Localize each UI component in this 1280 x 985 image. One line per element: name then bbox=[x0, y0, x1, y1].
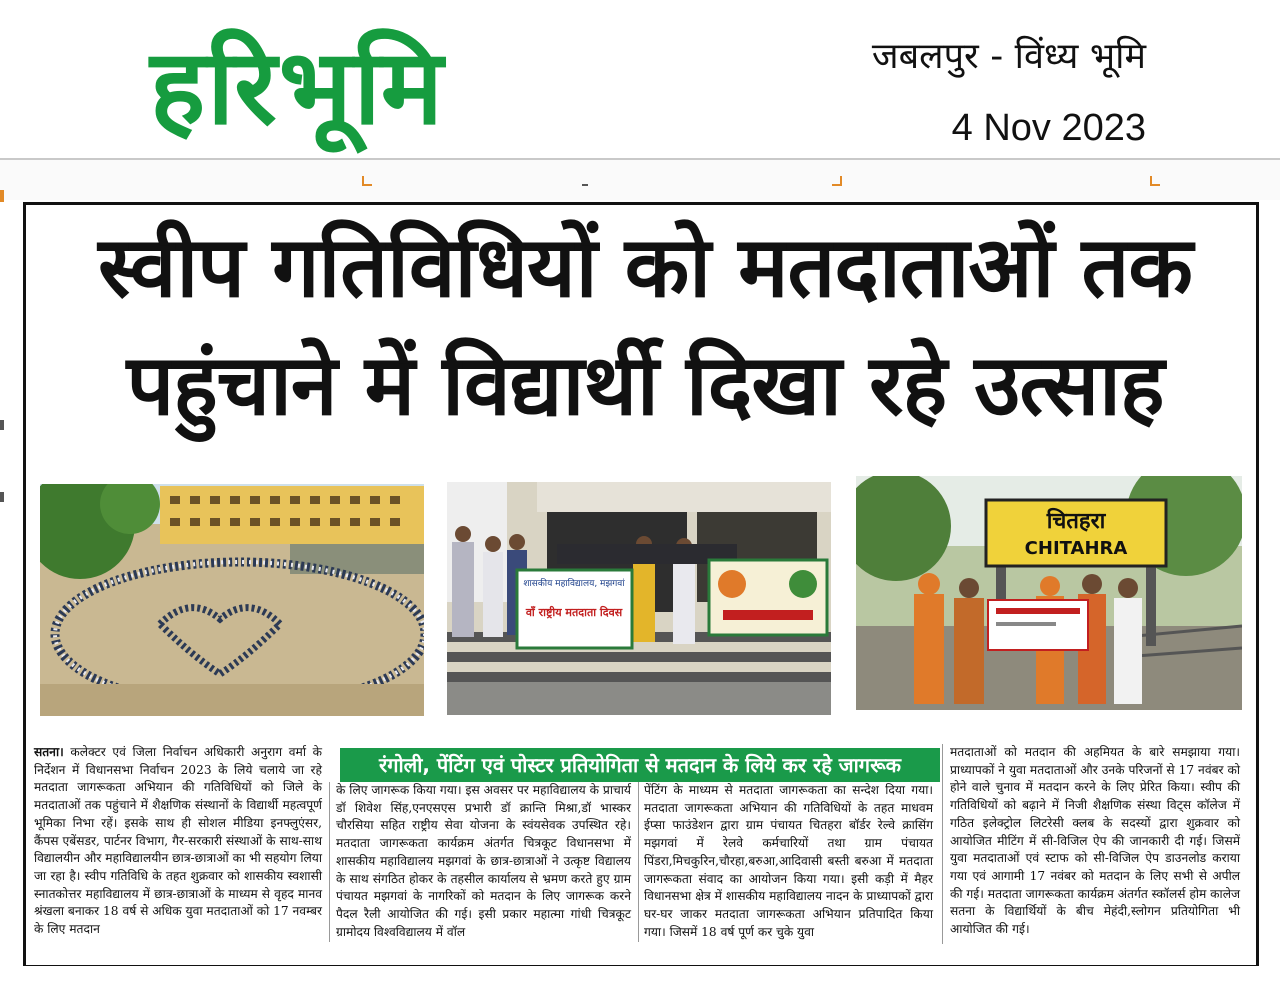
article-column-1 bbox=[34, 744, 322, 939]
article-column-2: के लिए जागरूक किया गया। इस अवसर पर महाविद्यालय के प्राचार्य डॉ शिवेश सिंह,एनएसएस प्रभारी डॉ क्रान्ति मिश्रा,डॉ भास्कर चौरसिया सहित राष्ट्रीय सेवा योजना के स्वंयसेवक उपस्थित रहे। मतदाता जागरूकता कार्यक्रम अंतर्गत चित्रकूट विधानसभा में शासकीय महाविद्यालय मझगवां के छात्र-छात्राओं ने उत्कृष्ट विद्यालय के साथ संगठित होकर के तहसील कार्यालय से भ्रमण करते हुए ग्राम पंचायत मझगवां के नागरिकों को मतदान के लिए जागरूक करने पैदल रैली आयोजित की गई। इसी प्रकार महात्मा गांधी चित्रकूट ग्रामोदय विश्वविद्यालय में वॉल bbox=[336, 783, 631, 939]
margin-mark bbox=[0, 492, 4, 502]
crop-mark-icon bbox=[1150, 176, 1160, 186]
article-headline bbox=[40, 208, 1250, 444]
article-subheadline: रंगोली, पेंटिंग एवं पोस्टर प्रतियोगिता से मतदान के लिये कर रहे जागरूक bbox=[340, 748, 940, 782]
station-sign-hindi: चितहरा bbox=[1046, 509, 1106, 534]
crop-mark-icon bbox=[582, 176, 588, 186]
headline-line-1: स्वीप गतिविधियों को मतदाताओं तक bbox=[98, 218, 1192, 316]
photo-human-chain bbox=[40, 484, 424, 716]
masthead bbox=[0, 0, 1280, 160]
article-column-4: मतदाताओं को मतदान की अहमियत के बारे समझाया गया। प्राध्यापकों ने युवा मतदाताओं और उनके परिजनों से 17 नवंबर को होने वाले चुनाव में मतदान करने के लिए प्रेरित किया। स्वीप की गतिविधियों को बढ़ाने में निजी शैक्षणिक संस्था विट्स कॉलेज में गठित इलेक्ट्रोल लिटरेसी क्लब के सदस्यों द्वारा शुक्रवार को आयोजित मीटिंग में सी-विजिल ऐप की जानकारी दी गई। जिसमें युवा मतदाताओं एवं स्टाफ को सी-विजिल ऐप डाउनलोड कराया गया एवं आगामी 17 नवंबर को मतदान के लिए सभी से अपील की गई। मतदाता जागरूकता कार्यक्रम अंतर्गत स्कॉलर्स होम कालेज सतना के विद्यार्थियों के बीच मेहंदी,स्लोगन प्रतियोगिता भी आयोजित की गई। bbox=[950, 745, 1240, 937]
publication-date: 4 Nov 2023 bbox=[951, 107, 1146, 149]
clipping-edge-strip bbox=[0, 160, 1280, 200]
crop-mark-icon bbox=[832, 176, 842, 186]
newspaper-logo: हरिभूमि bbox=[150, 26, 445, 148]
photo-college-group bbox=[447, 482, 831, 715]
margin-mark bbox=[0, 420, 4, 430]
headline-line-2: पहुंचाने में विद्यार्थी दिखा रहे उत्साह bbox=[126, 336, 1164, 434]
bottom-margin bbox=[0, 966, 1280, 985]
margin-mark bbox=[0, 190, 4, 202]
column-divider bbox=[942, 744, 943, 944]
banner-college-name: शासकीय महाविद्यालय, मझगवां bbox=[523, 579, 625, 589]
photo-chitahra-station bbox=[856, 476, 1242, 710]
chitahra-station-image bbox=[856, 476, 1242, 710]
college-group-image bbox=[447, 482, 831, 715]
dateline: सतना। bbox=[34, 745, 64, 759]
column-divider bbox=[329, 782, 330, 942]
article-column-3: पेंटिंग के माध्यम से मतदाता जागरूकता का सन्देश दिया गया। मतदाता जागरूकता अभियान की गतिविधियों के तहत माधवम ईप्सा फाउंडेशन द्वारा ग्राम पंचायत चितहरा बॉर्डर रेल्वे क्रासिंग मझगवां में रेलवे कर्मचारियों तथा ग्राम पंचायत पिंडरा,मिचकुरिन,चौरहा,बरुआ,आदिवासी बस्ती बरुआ में मतदाता जागरूकता संवाद का आयोजन किया गया। इसी कड़ी में मैहर विधानसभा क्षेत्र में शासकीय महाविद्यालय नादन के प्राध्यापकों द्वारा घर-घर जाकर मतदाता जागरूकता अभियान प्रतिपादित किया गया। जिसमें 18 वर्ष पूर्ण कर चुके युवा bbox=[644, 783, 933, 939]
banner-voter-day: वाँ राष्ट्रीय मतदाता दिवस bbox=[525, 606, 623, 619]
station-sign-english: CHITAHRA bbox=[1024, 538, 1128, 559]
human-chain-image bbox=[40, 484, 424, 716]
column-divider bbox=[638, 782, 639, 942]
column-1-text: कलेक्टर एवं जिला निर्वाचन अधिकारी अनुराग वर्मा के निर्देशन में विधानसभा निर्वाचन 2023 के लिये चलाये जा रहे मतदाता जागरूकता अभियान की गतिविधियों को जिले के मतदाताओं तक पहुंचाने में शैक्षणिक संस्थानों के विद्यार्थी महत्वपूर्ण भूमिका निभा रहें। इसके साथ ही सोशल मीडिया इनफ्लुएंसर, कैंपस एबेंसडर, पार्टनर विभाग, गैर-सरकारी संस्थाओं के साथ-साथ विद्यालयीन और महाविद्यालयीन छात्र-छात्राओं का भी सहयोग लिया जा रहा है। स्वीप गतिविधि के तहत शुक्रवार को शासकीय स्वशासी स्नातकोत्तर महाविद्यालय में छात्र-छात्राओं के माध्यम से वृहद मानव श्रंखला बनाकर 18 वर्ष से अधिक युवा मतदाताओं को 17 नवम्बर के लिए मतदान bbox=[34, 745, 322, 937]
crop-mark-icon bbox=[362, 176, 372, 186]
edition-name: जबलपुर - विंध्य भूमि bbox=[871, 36, 1146, 77]
